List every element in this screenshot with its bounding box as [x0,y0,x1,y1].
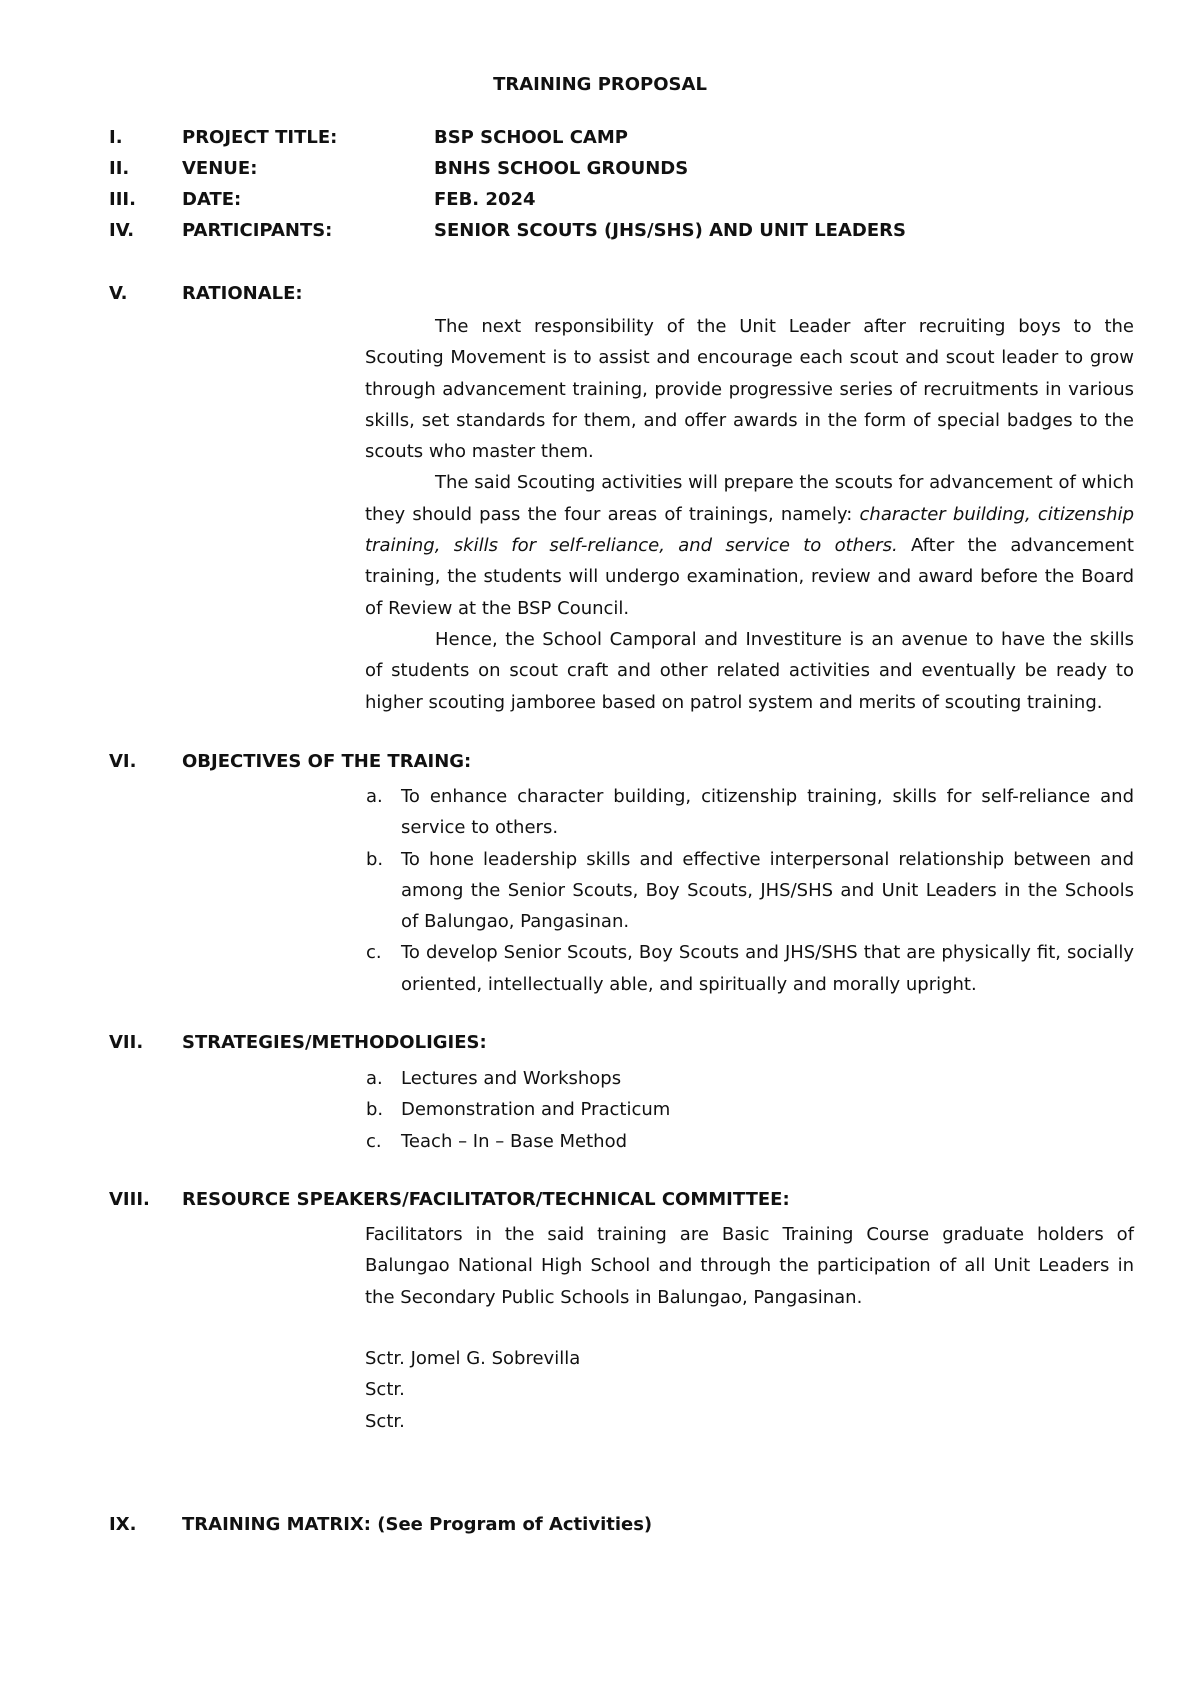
rationale-body [365,311,1134,718]
section-objectives-heading: VI. OBJECTIVES OF THE TRAING: [109,751,472,772]
list-item: b. To hone leadership skills and effective interpersonal relationship between and among the Senior Scouts, Boy Scouts, JHS/SHS and Unit Leaders in the Schools of Balungao, Pangasinan. [366,848,1134,933]
info-row-venue: II. VENUE: BNHS SCHOOL GROUNDS [109,158,689,179]
info-value: BSP SCHOOL CAMP [434,127,628,148]
list-item: c. To develop Senior Scouts, Boy Scouts and JHS/SHS that are physically fit, socially oriented, intellectually able, and spiritually and morally upright. [366,942,1134,995]
rationale-paragraph-2: The said Scouting activities will prepare the scouts for advancement of which they should pass the four areas of trainings, namely: character building, citizenship training, skills for self-reliance, and service to others. After the advancement training, the students will undergo examination, review and award before the Board of Review at the BSP Council. [365,472,1134,619]
document-title: TRAINING PROPOSAL [493,74,707,95]
list-item: b. Demonstration and Practicum [366,1099,671,1121]
info-row-date: III. DATE: FEB. 2024 [109,189,536,210]
info-row-project-title: I. PROJECT TITLE: BSP SCHOOL CAMP [109,127,628,148]
resource-names [365,1343,1134,1437]
strategies-list [365,1063,1134,1157]
section-rationale-heading: V. RATIONALE: [109,283,303,304]
resource-body: Facilitators in the said training are Basic Training Course graduate holders of Balungao National High School and through the participation of all Unit Leaders in the Secondary Public Schools in Balungao, Pangasinan. [365,1224,1134,1308]
list-item: c. Teach – In – Base Method [366,1130,628,1152]
rationale-paragraph-3: Hence, the School Camporal and Investiture is an avenue to have the skills of students on scout craft and other related activities and eventually be ready to higher scouting jamboree based on patrol system and merits of scouting training. [365,628,1134,713]
info-value: FEB. 2024 [434,189,536,210]
section-strategies-heading: VII. STRATEGIES/METHODOLIGIES: [109,1032,487,1053]
info-value: SENIOR SCOUTS (JHS/SHS) AND UNIT LEADERS [434,220,906,241]
objectives-list [365,781,1134,1000]
section-matrix-heading: IX. TRAINING MATRIX: (See Program of Activities) [109,1514,653,1535]
speaker-name: Sctr. Jomel G. Sobrevilla [365,1348,581,1369]
info-value: BNHS SCHOOL GROUNDS [434,158,689,179]
speaker-name: Sctr. [365,1379,405,1401]
speaker-name: Sctr. [365,1410,405,1432]
list-item: a. To enhance character building, citizenship training, skills for self-reliance and service to others. [366,786,1134,839]
info-row-participants: IV. PARTICIPANTS: SENIOR SCOUTS (JHS/SHS) AND UNIT LEADERS [109,220,906,241]
rationale-paragraph-1: The next responsibility of the Unit Leader after recruiting boys to the Scouting Movement is to assist and encourage each scout and scout leader to grow through advancement training, provide progressive series of recruitments in various skills, set standards for them, and offer awards in the form of special badges to the scouts who master them. [365,316,1134,463]
section-resource-heading: VIII. RESOURCE SPEAKERS/FACILITATOR/TECHNICAL COMMITTEE: [109,1189,790,1210]
list-item: a. Lectures and Workshops [366,1068,622,1089]
